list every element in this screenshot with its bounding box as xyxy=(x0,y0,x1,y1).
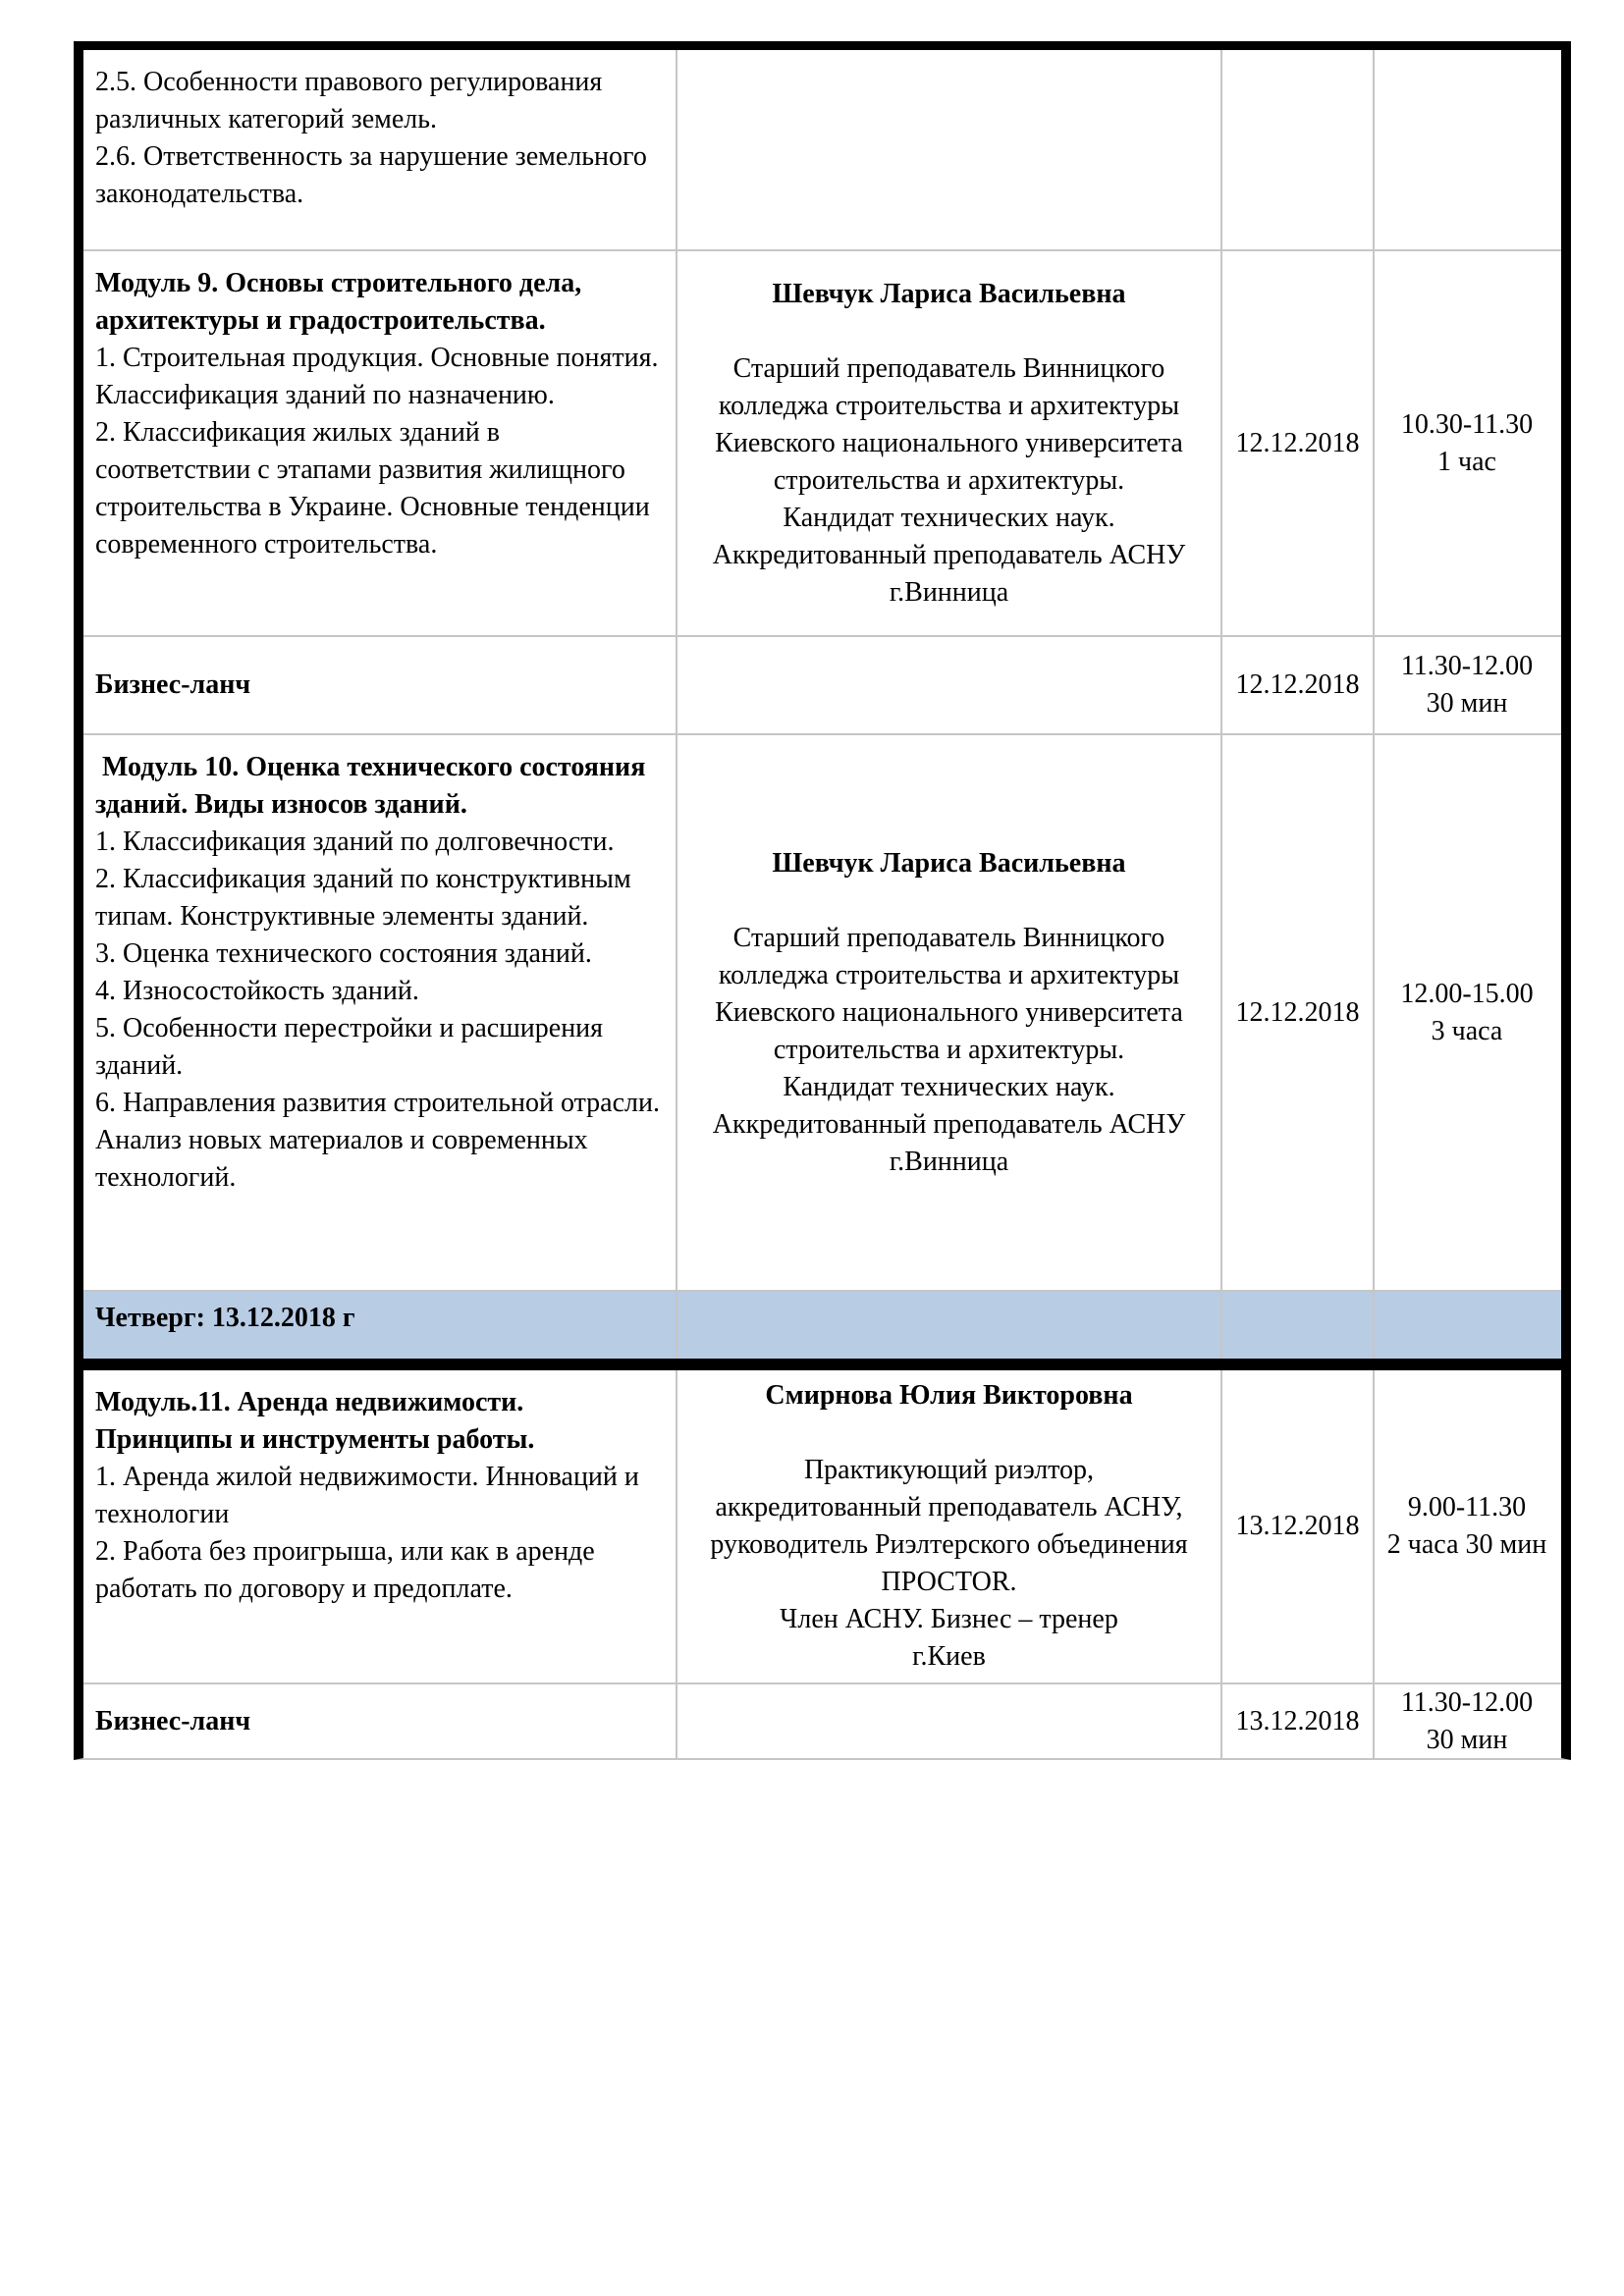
lunch-label-cell xyxy=(83,637,677,733)
date-value: 13.12.2018 xyxy=(1235,1511,1360,1541)
topic-item: 2. Классификация жилых зданий в соответствии с этапами развития жилищного строительства в Украине. Основные тенденции современного строительства. xyxy=(95,417,650,560)
lecturer-info-line: Киевского национального университета xyxy=(715,996,1183,1028)
lecturer-info-line: строительства и архитектуры. xyxy=(773,464,1125,496)
date-value: 12.12.2018 xyxy=(1235,996,1360,1028)
lunch-label: Бизнес-ланч xyxy=(95,669,251,700)
date-value: 13.12.2018 xyxy=(1235,1705,1360,1736)
lecturer-cell xyxy=(677,1370,1222,1682)
lecturer-name: Шевчук Лариса Васильевна xyxy=(772,847,1126,879)
lecturer-info-line: Член АСНУ. Бизнес – тренер xyxy=(780,1604,1118,1634)
lecturer-info-line: г.Винница xyxy=(889,576,1009,608)
lecturer-name: Шевчук Лариса Васильевна xyxy=(772,278,1126,309)
topic-item: 2.6. Ответственность за нарушение земельного законодательства. xyxy=(95,141,647,209)
lecturer-cell xyxy=(677,637,1222,733)
time-duration: 30 мин xyxy=(1426,688,1508,719)
topic-title: Модуль 9. Основы строительного дела, архитектуры и градостроительства. xyxy=(95,268,582,336)
topic-title: Модуль 10. Оценка технического состояния зданий. Виды износов зданий. xyxy=(95,752,646,820)
lecturer-info-line: Киевского национального университета xyxy=(715,427,1183,458)
lunch-label: Бизнес-ланч xyxy=(95,1705,251,1736)
time-duration: 30 мин xyxy=(1426,1724,1508,1755)
time-duration: 2 часа 30 мин xyxy=(1386,1529,1547,1560)
lecturer-info-line: строительства и архитектуры. xyxy=(773,1034,1125,1065)
table-row xyxy=(83,735,1561,1292)
topic-item: 2. Работа без проигрыша, или как в аренде работать по договору и предоплате. xyxy=(95,1536,595,1604)
time-cell xyxy=(1375,1370,1559,1682)
lecturer-info-line: г.Киев xyxy=(912,1641,986,1672)
table-row xyxy=(83,1684,1561,1758)
table-row xyxy=(83,637,1561,735)
time-range: 11.30-12.00 xyxy=(1400,651,1534,681)
lecturer-info-line: ПРОСТОR. xyxy=(881,1567,1017,1597)
schedule-table xyxy=(74,41,1571,1760)
topic-item: 5. Особенности перестройки и расширения зданий. xyxy=(95,1013,604,1081)
time-cell xyxy=(1375,251,1559,635)
day-header-row xyxy=(83,1292,1561,1370)
lecturer-info-line: Аккредитованный преподаватель АСНУ xyxy=(712,1108,1186,1140)
date-cell xyxy=(1222,735,1375,1290)
time-range: 11.30-12.00 xyxy=(1400,1686,1534,1718)
date-value: 12.12.2018 xyxy=(1235,427,1360,458)
time-cell xyxy=(1375,637,1559,733)
topic-title: Модуль.11. Аренда недвижимости. Принципы и инструменты работы. xyxy=(95,1387,535,1455)
time-range: 12.00-15.00 xyxy=(1400,978,1534,1009)
lecturer-cell xyxy=(677,50,1222,249)
table-row xyxy=(83,251,1561,637)
time-duration: 1 час xyxy=(1437,446,1496,477)
topic-cell xyxy=(83,1370,677,1682)
lecturer-info-line: колледжа строительства и архитектуры xyxy=(718,390,1180,421)
time-cell xyxy=(1375,1292,1559,1359)
topic-item: 1. Классификация зданий по долговечности. xyxy=(95,827,615,857)
lecturer-cell xyxy=(677,735,1222,1290)
date-cell xyxy=(1222,251,1375,635)
lunch-label-cell xyxy=(83,1684,677,1758)
topic-cell xyxy=(83,50,677,249)
time-duration: 3 часа xyxy=(1431,1015,1503,1046)
lecturer-info-line: Аккредитованный преподаватель АСНУ xyxy=(712,539,1186,570)
topic-item: 3. Оценка технического состояния зданий. xyxy=(95,938,592,969)
topic-item: 2.5. Особенности правового регулирования различных категорий земель. xyxy=(95,67,603,134)
lecturer-cell xyxy=(677,1292,1222,1359)
lecturer-info-line: колледжа строительства и архитектуры xyxy=(718,959,1180,990)
lecturer-name: Смирнова Юлия Викторовна xyxy=(765,1380,1133,1411)
time-range: 10.30-11.30 xyxy=(1400,408,1534,440)
time-cell xyxy=(1375,735,1559,1290)
topic-item: 1. Аренда жилой недвижимости. Инноваций и технологии xyxy=(95,1462,639,1529)
date-cell xyxy=(1222,1684,1375,1758)
day-header-label: Четверг: 13.12.2018 г xyxy=(95,1303,355,1333)
date-cell xyxy=(1222,637,1375,733)
lecturer-info-line: руководитель Риэлтерского объединения xyxy=(710,1529,1188,1560)
lecturer-cell xyxy=(677,251,1222,635)
date-cell xyxy=(1222,1370,1375,1682)
time-range: 9.00-11.30 xyxy=(1407,1492,1527,1522)
lecturer-info-line: Кандидат технических наук. xyxy=(783,1071,1115,1102)
topic-item: 6. Направления развития строительной отрасли. Анализ новых материалов и современных технологий. xyxy=(95,1088,660,1193)
lecturer-info-line: Старший преподаватель Винницкого xyxy=(732,922,1165,953)
lecturer-info-line: Кандидат технических наук. xyxy=(783,502,1115,533)
time-cell xyxy=(1375,50,1559,249)
lecturer-info-line: Практикующий риэлтор, xyxy=(803,1455,1095,1485)
date-value: 12.12.2018 xyxy=(1235,669,1360,700)
time-cell xyxy=(1375,1684,1559,1758)
date-cell xyxy=(1222,50,1375,249)
lecturer-info-line: Старший преподаватель Винницкого xyxy=(732,352,1165,384)
day-header-cell xyxy=(83,1292,677,1359)
table-row xyxy=(83,1370,1561,1684)
lecturer-info-line: г.Винница xyxy=(889,1146,1009,1177)
topic-item: 1. Строительная продукция. Основные понятия. Классификация зданий по назначению. xyxy=(95,343,659,410)
topic-item: 2. Классификация зданий по конструктивным типам. Конструктивные элементы зданий. xyxy=(95,864,631,932)
topic-item: 4. Износостойкость зданий. xyxy=(95,976,419,1006)
topic-cell xyxy=(83,251,677,635)
date-cell xyxy=(1222,1292,1375,1359)
table-row xyxy=(83,50,1561,251)
lecturer-info-line: аккредитованный преподаватель АСНУ, xyxy=(715,1492,1183,1522)
topic-cell xyxy=(83,735,677,1290)
lecturer-cell xyxy=(677,1684,1222,1758)
